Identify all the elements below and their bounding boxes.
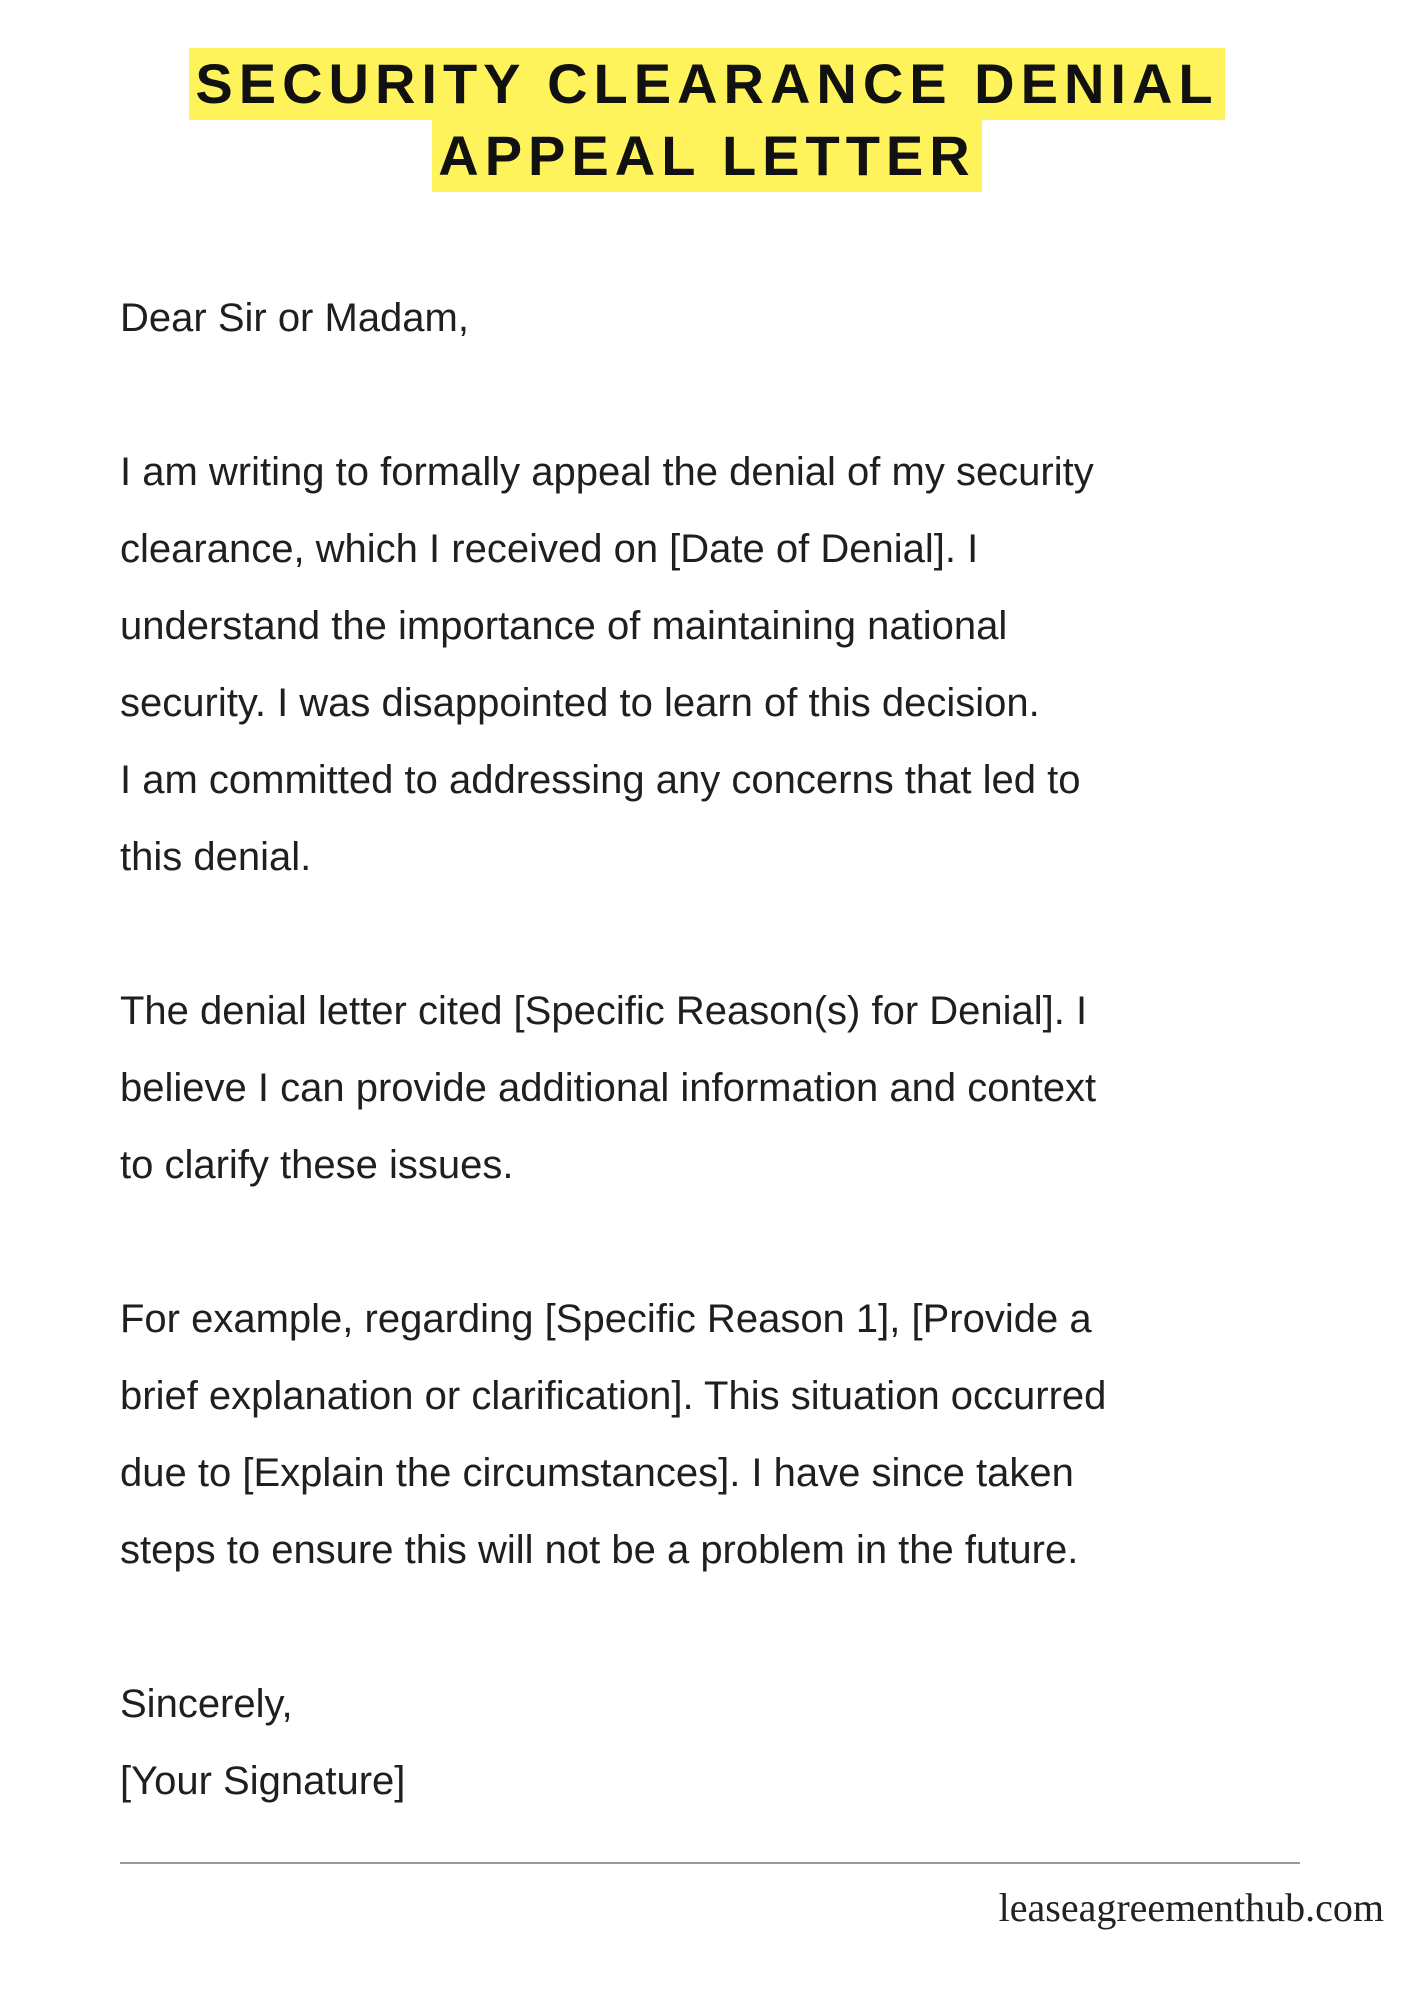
paragraph-line: this denial.: [120, 835, 312, 879]
paragraph-1: [120, 434, 1340, 896]
paragraph-3: [120, 1281, 1340, 1589]
paragraph-line: I am writing to formally appeal the denial of my security: [120, 450, 1094, 494]
title-line-2: APPEAL LETTER: [432, 120, 981, 192]
closing-block: [120, 1666, 1340, 1820]
paragraph-line: steps to ensure this will not be a problem in the future.: [120, 1528, 1079, 1572]
paragraph-line: clearance, which I received on [Date of Denial]. I: [120, 527, 979, 571]
closing: Sincerely,: [120, 1682, 293, 1726]
paragraph-line: I am committed to addressing any concerns that led to: [120, 758, 1081, 802]
salutation: Dear Sir or Madam,: [120, 296, 469, 340]
paragraph-line: brief explanation or clarification]. This situation occurred: [120, 1374, 1107, 1418]
letter-body: [120, 280, 1340, 1820]
paragraph-2: [120, 973, 1340, 1204]
footer-site: leaseagreementhub.com: [998, 1885, 1384, 1930]
footer-divider: [120, 1862, 1300, 1864]
signature-placeholder: [Your Signature]: [120, 1759, 406, 1803]
title-line-1: SECURITY CLEARANCE DENIAL: [189, 48, 1224, 120]
paragraph-line: security. I was disappointed to learn of this decision.: [120, 681, 1040, 725]
document-title: [0, 48, 1414, 192]
paragraph-line: The denial letter cited [Specific Reason(s) for Denial]. I: [120, 989, 1088, 1033]
paragraph-line: For example, regarding [Specific Reason 1], [Provide a: [120, 1297, 1092, 1341]
paragraph-line: due to [Explain the circumstances]. I have since taken: [120, 1451, 1074, 1495]
paragraph-line: understand the importance of maintaining national: [120, 604, 1008, 648]
paragraph-line: to clarify these issues.: [120, 1143, 514, 1187]
paragraph-line: believe I can provide additional information and context: [120, 1066, 1097, 1110]
